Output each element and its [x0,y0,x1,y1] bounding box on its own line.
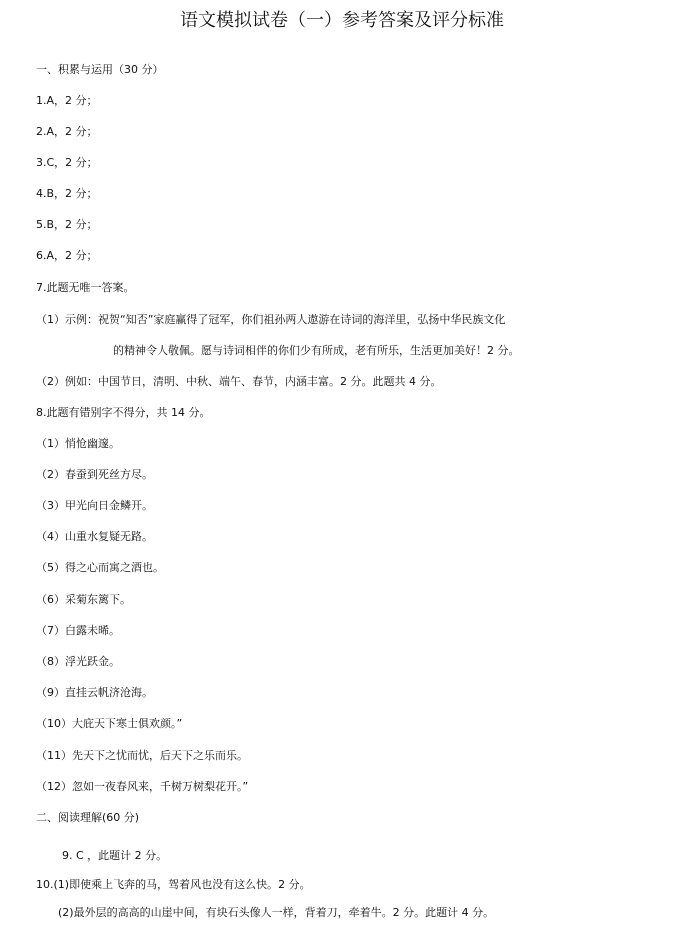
answer-line-continued: 的精神令人敬佩。愿与诗词相伴的你们少有所成，老有所乐，生活更加美好！2 分。 [113,344,520,357]
document-title: 语文模拟试卷（一）参考答案及评分标准 [180,10,504,31]
answer-line: 8.此题有错别字不得分，共 14 分。 [36,406,211,419]
answer-line: （5）得之心而寓之酒也。 [36,561,164,574]
answer-line: （2）春蚕到死丝方尽。 [36,468,153,481]
answer-line: （11）先天下之忧而忧，后天下之乐而乐。 [36,749,248,762]
answer-line: （12）忽如一夜春风来，千树万树梨花开。” [36,780,249,793]
answer-line: 4.B，2 分； [36,187,98,200]
answer-line: 6.A，2 分； [36,249,98,262]
answer-line: (2)最外层的高高的山崖中间，有块石头像人一样，背着刀，牵着牛。2 分。此题计 4 分。 [58,906,495,919]
answer-line: 7.此题无唯一答案。 [36,281,135,294]
answer-line: （4）山重水复疑无路。 [36,530,153,543]
section-heading-2: 二、阅读理解(60 分) [36,811,140,824]
section-heading-1: 一、积累与运用（30 分） [36,63,164,76]
answer-line: （2）例如：中国节日，清明、中秋、端午、春节，内涵丰富。2 分。此题共 4 分。 [36,375,442,388]
answer-line: 3.C，2 分； [36,156,98,169]
answer-line: 2.A，2 分； [36,125,98,138]
answer-line: （1）悄怆幽邃。 [36,437,120,450]
answer-line: （1）示例：祝贺“知否”家庭赢得了冠军，你们祖孙两人遨游在诗词的海洋里，弘扬中华民族文化 [36,313,506,326]
answer-line: （9）直挂云帆济沧海。 [36,686,153,699]
answer-line: （7）白露未晞。 [36,624,120,637]
answer-line: （8）浮光跃金。 [36,655,120,668]
answer-line: 10.(1)即使乘上飞奔的马，驾着风也没有这么快。2 分。 [36,878,311,891]
answer-line: 1.A，2 分； [36,94,98,107]
answer-line: （3）甲光向日金鳞开。 [36,499,153,512]
answer-line: （6）采菊东篱下。 [36,593,131,606]
answer-line: 9. C ，此题计 2 分。 [62,849,168,862]
answer-line: （10）大庇天下寒士俱欢颜。” [36,717,183,730]
answer-line: 5.B，2 分； [36,218,98,231]
